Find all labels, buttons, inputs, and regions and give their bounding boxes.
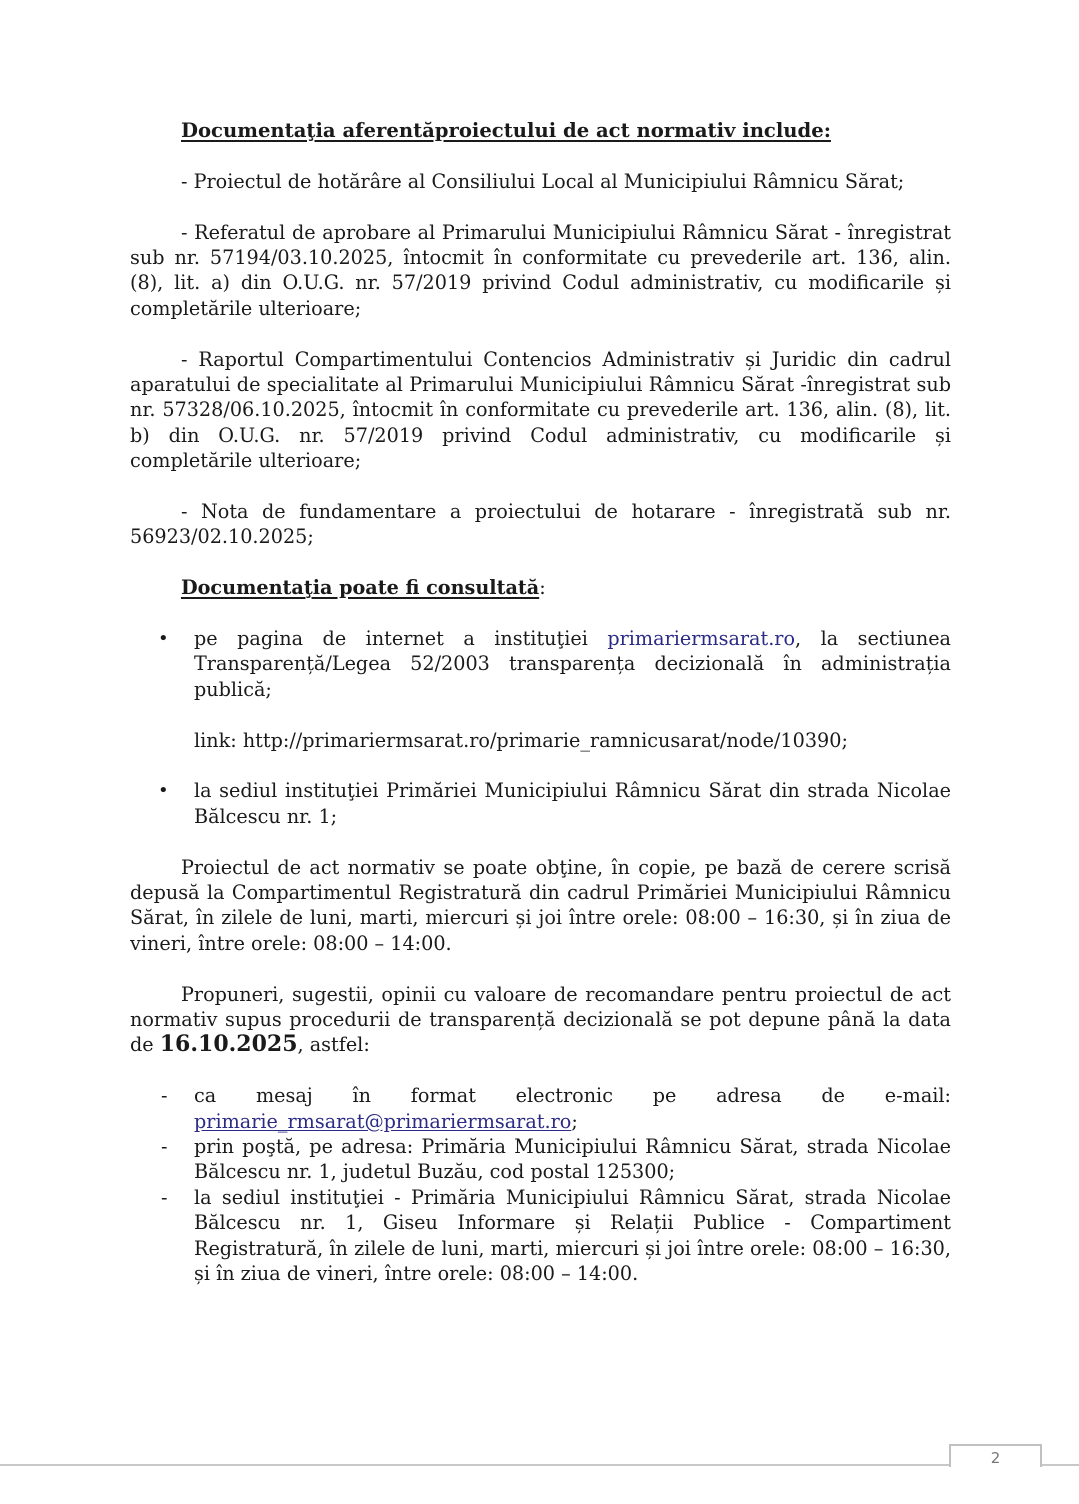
page-number: 2 [949,1444,1042,1467]
heading-included-documentation: Documentaţia aferentăproiectului de act normativ include: [181,119,831,142]
submission-post [130,1134,951,1185]
bullet-icon: • [158,780,169,802]
spacer [130,753,951,778]
submission-post-text: prin poştă, pe adresa: Primăria Municipiului Râmnicu Sărat, strada Nicolae Bălcescu nr. 1, judetul Buzău, cod postal 125300; [194,1135,951,1184]
proposals-text-after: , astfel: [297,1033,370,1057]
consult-office-text: la sediul instituţiei Primăriei Municipiului Râmnicu Sărat din strada Nicolae Bălcescu nr. 1; [194,779,951,828]
item-approval-report: - Referatul de aprobare al Primarului Municipiului Râmnicu Sărat - înregistrat sub nr. 57194/03.10.2025, întocmit în conformitate cu prevederile art. 136, alin. (8), lit. a) din O.U.G. nr. 57/2019 privind Codul administrativ, cu modificarile și completările ulterioare; [130,220,951,320]
spacer [130,550,951,575]
dash-bullet-icon: - [161,1185,168,1209]
item-legal-report: - Raportul Compartimentului Contencios Administrativ și Juridic din cadrul aparatului de specialitate al Primarului Municipiului Râmnicu Sărat -înregistrat sub nr. 57328/06.10.2025, întocmit în conformitate cu prevederile art. 136, alin. (8), lit. b) din O.U.G. nr. 57/2019 privind Codul administrativ, cu modificarile și completările ulterioare; [130,347,951,473]
spacer [130,702,951,727]
item-substantiation-note: - Nota de fundamentare a proiectului de hotarare - înregistrată sub nr. 56923/02.10.2025; [130,500,951,549]
item-draft-decision: - Proiectul de hotărâre al Consiliului Local al Municipiului Râmnicu Sărat; [181,169,905,193]
proposals-deadline: 16.10.2025 [159,1031,298,1058]
heading-consultation: Documentaţia poate fi consultată [181,576,540,600]
heading-consultation-colon: : [539,576,546,600]
proposals-paragraph [130,982,951,1058]
submission-office-text: la sediul instituţiei - Primăria Municipiului Râmnicu Sărat, strada Nicolae Bălcescu nr. 1, Giseu Informare și Relații Publice - Compartiment Registratură, în zilele de luni, marti, miercuri și joi între orele: 08:00 – 16:30, și în ziua de vineri, între orele: 08:00 – 14:00. [194,1185,951,1286]
submission-email-before: ca mesaj în format electronic pe adresa de e-mail: [194,1084,951,1108]
bullet-icon: • [158,628,169,650]
submission-email [130,1083,951,1134]
spacer [130,321,951,346]
dash-bullet-icon: - [161,1084,168,1108]
consult-web-link-line[interactable]: link: http://primariermsarat.ro/primarie_ramnicusarat/node/10390; [194,728,848,752]
consult-bullet-office [130,778,951,829]
spacer [130,601,951,626]
spacer [130,194,951,219]
consult-bullet-web [130,626,951,702]
spacer [130,829,951,854]
spacer [130,956,951,981]
document-body [130,118,951,1287]
footer-divider [0,1464,1079,1466]
proposals-text-before: Propuneri, sugestii, opinii cu valoare de recomandare pentru proiectul de act normativ supus procedurii de transparență decizională se pot depune până la data de [130,982,951,1057]
website-link[interactable]: primariermsarat.ro [607,627,796,651]
consult-web-text-before: pe pagina de internet a instituţiei [194,627,608,651]
submission-office [130,1185,951,1287]
dash-bullet-icon: - [161,1135,168,1159]
submission-email-after: ; [571,1109,578,1133]
spacer [130,143,951,168]
copy-request-paragraph: Proiectul de act normativ se poate obţine, în copie, pe bază de cerere scrisă depusă la Compartimentul Registratură din cadrul Primăriei Municipiului Râmnicu Sărat, în zilele de luni, marti, miercuri și joi între orele: 08:00 – 16:30, și în ziua de vineri, între orele: 08:00 – 14:00. [130,855,951,955]
spacer [130,1058,951,1083]
consult-web-text-after: , la sectiunea Transparență/Legea 52/2003 transparența decizională în administrația publică; [194,627,951,701]
spacer [130,474,951,499]
email-link[interactable]: primarie_rmsarat@primariermsarat.ro [194,1109,572,1133]
heading-consultation-wrap [130,575,951,600]
